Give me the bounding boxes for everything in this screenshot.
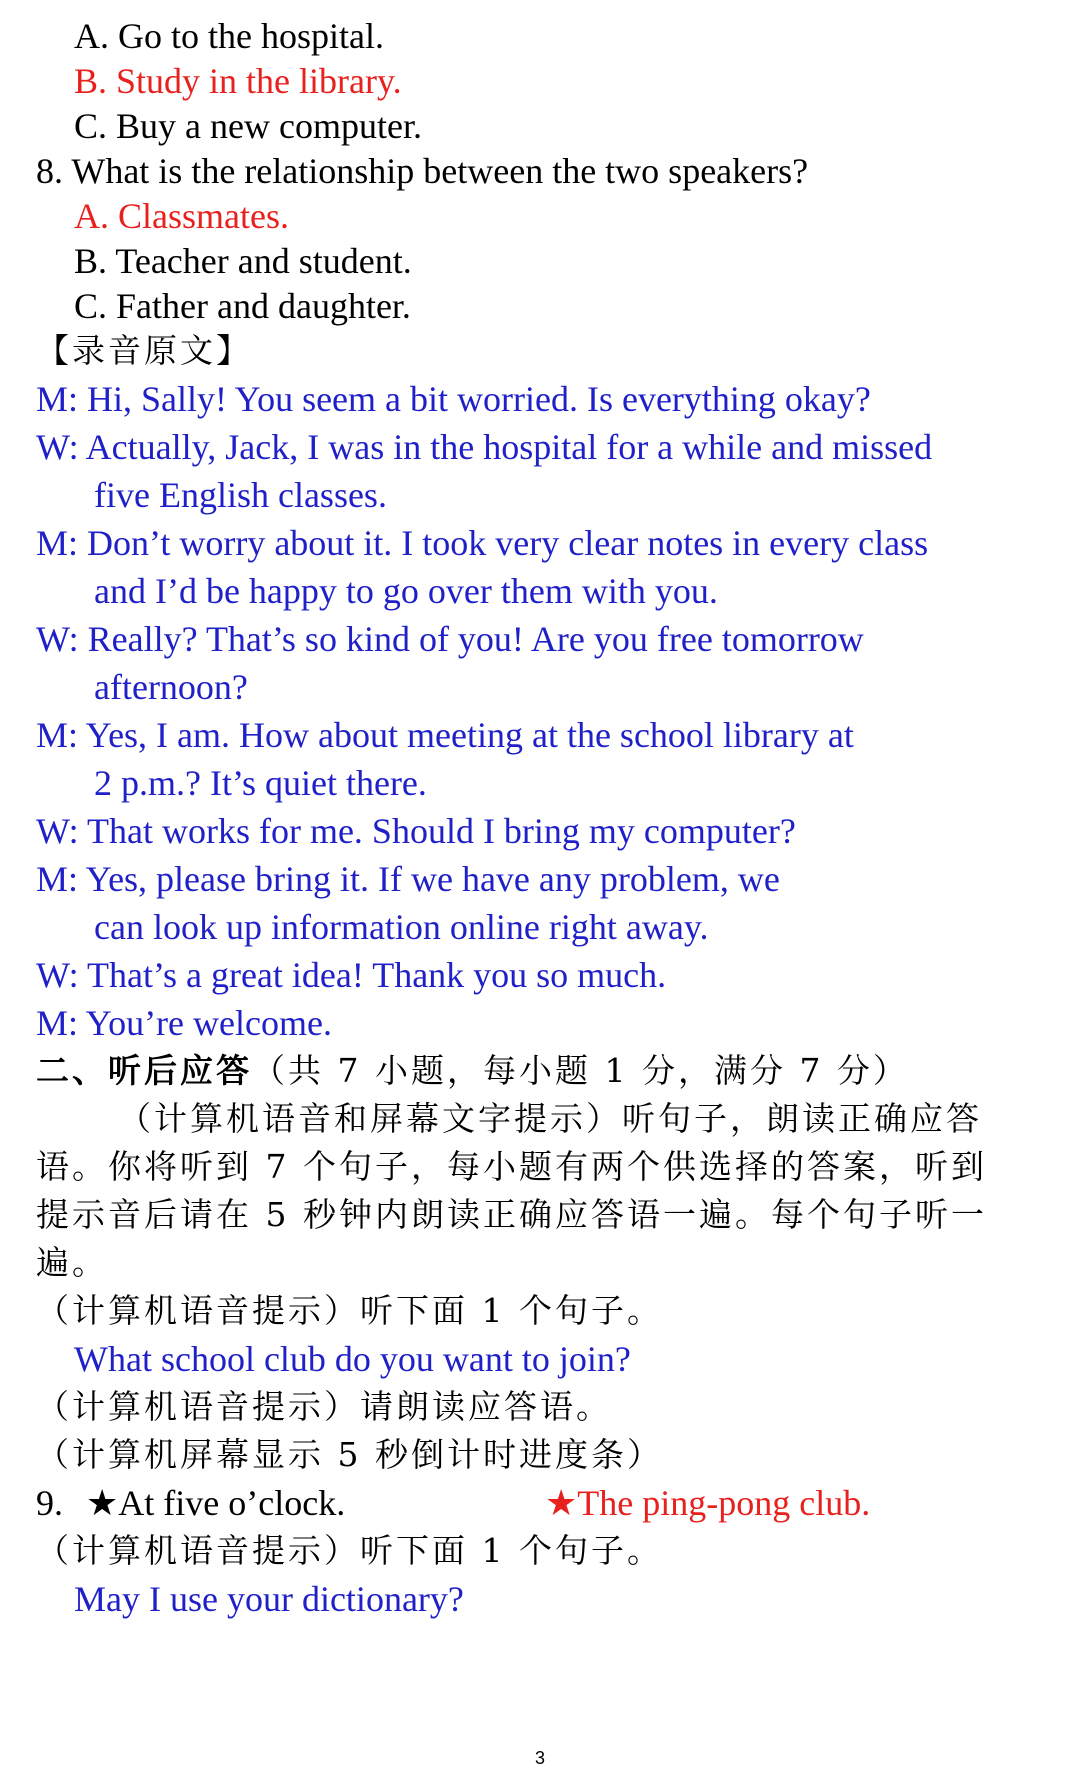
section2-instruction: 遍。 xyxy=(36,1243,108,1282)
transcript-line: W: Actually, Jack, I was in the hospital for a while and missed xyxy=(36,427,933,467)
transcript-line: W: Really? That’s so kind of you! Are you free tomorrow xyxy=(36,619,864,659)
section2-instruction: （计算机语音和屏幕文字提示）听句子，朗读正确应答 xyxy=(118,1099,982,1138)
q9-option-a: ★At five o’clock. xyxy=(86,1483,346,1523)
transcript-line: M: Yes, please bring it. If we have any problem, we xyxy=(36,859,780,899)
q7-option-b-answer: B. Study in the library. xyxy=(74,61,402,101)
q8-question: 8. What is the relationship between the two speakers? xyxy=(36,151,809,191)
q8-option-a-answer: A. Classmates. xyxy=(74,196,289,236)
q8-option-b: B. Teacher and student. xyxy=(74,241,412,281)
transcript-line: M: Hi, Sally! You seem a bit worried. Is everything okay? xyxy=(36,379,871,419)
spoken-sentence-10: May I use your dictionary? xyxy=(74,1579,464,1619)
transcript-line: 2 p.m.? It’s quiet there. xyxy=(94,763,427,803)
transcript-line: W: That’s a great idea! Thank you so much. xyxy=(36,955,667,995)
section2-title-main: 二、听后应答 xyxy=(36,1051,252,1090)
transcript-line: M: You’re welcome. xyxy=(36,1003,332,1043)
prompt-screen-countdown: （计算机屏幕显示 5 秒倒计时进度条） xyxy=(36,1435,663,1474)
spoken-sentence-9: What school club do you want to join? xyxy=(74,1339,631,1379)
section2-title-scoring: （共 7 小题，每小题 1 分，满分 7 分） xyxy=(252,1051,909,1090)
transcript-line: can look up information online right away. xyxy=(94,907,709,947)
q7-option-a: A. Go to the hospital. xyxy=(74,16,384,56)
transcript-heading: 【录音原文】 xyxy=(36,331,252,370)
q9-option-b-answer: ★The ping-pong club. xyxy=(545,1483,871,1523)
transcript-line: and I’d be happy to go over them with you. xyxy=(94,571,718,611)
prompt-read: （计算机语音提示）请朗读应答语。 xyxy=(36,1387,612,1426)
q7-option-c: C. Buy a new computer. xyxy=(74,106,422,146)
prompt-listen: （计算机语音提示）听下面 1 个句子。 xyxy=(36,1531,663,1570)
transcript-line: five English classes. xyxy=(94,475,387,515)
section2-instruction: 语。你将听到 7 个句子，每小题有两个供选择的答案，听到 xyxy=(36,1147,987,1186)
transcript-line: W: That works for me. Should I bring my computer? xyxy=(36,811,796,851)
section2-instruction: 提示音后请在 5 秒钟内朗读正确应答语一遍。每个句子听一 xyxy=(36,1195,987,1234)
transcript-line: M: Yes, I am. How about meeting at the school library at xyxy=(36,715,854,755)
transcript-line: afternoon? xyxy=(94,667,248,707)
section2-title xyxy=(36,1047,909,1095)
transcript-line: M: Don’t worry about it. I took very clear notes in every class xyxy=(36,523,929,563)
q8-option-c: C. Father and daughter. xyxy=(74,286,411,326)
q9-number: 9. xyxy=(36,1483,63,1523)
page-number: 3 xyxy=(534,1748,545,1768)
prompt-listen: （计算机语音提示）听下面 1 个句子。 xyxy=(36,1291,663,1330)
